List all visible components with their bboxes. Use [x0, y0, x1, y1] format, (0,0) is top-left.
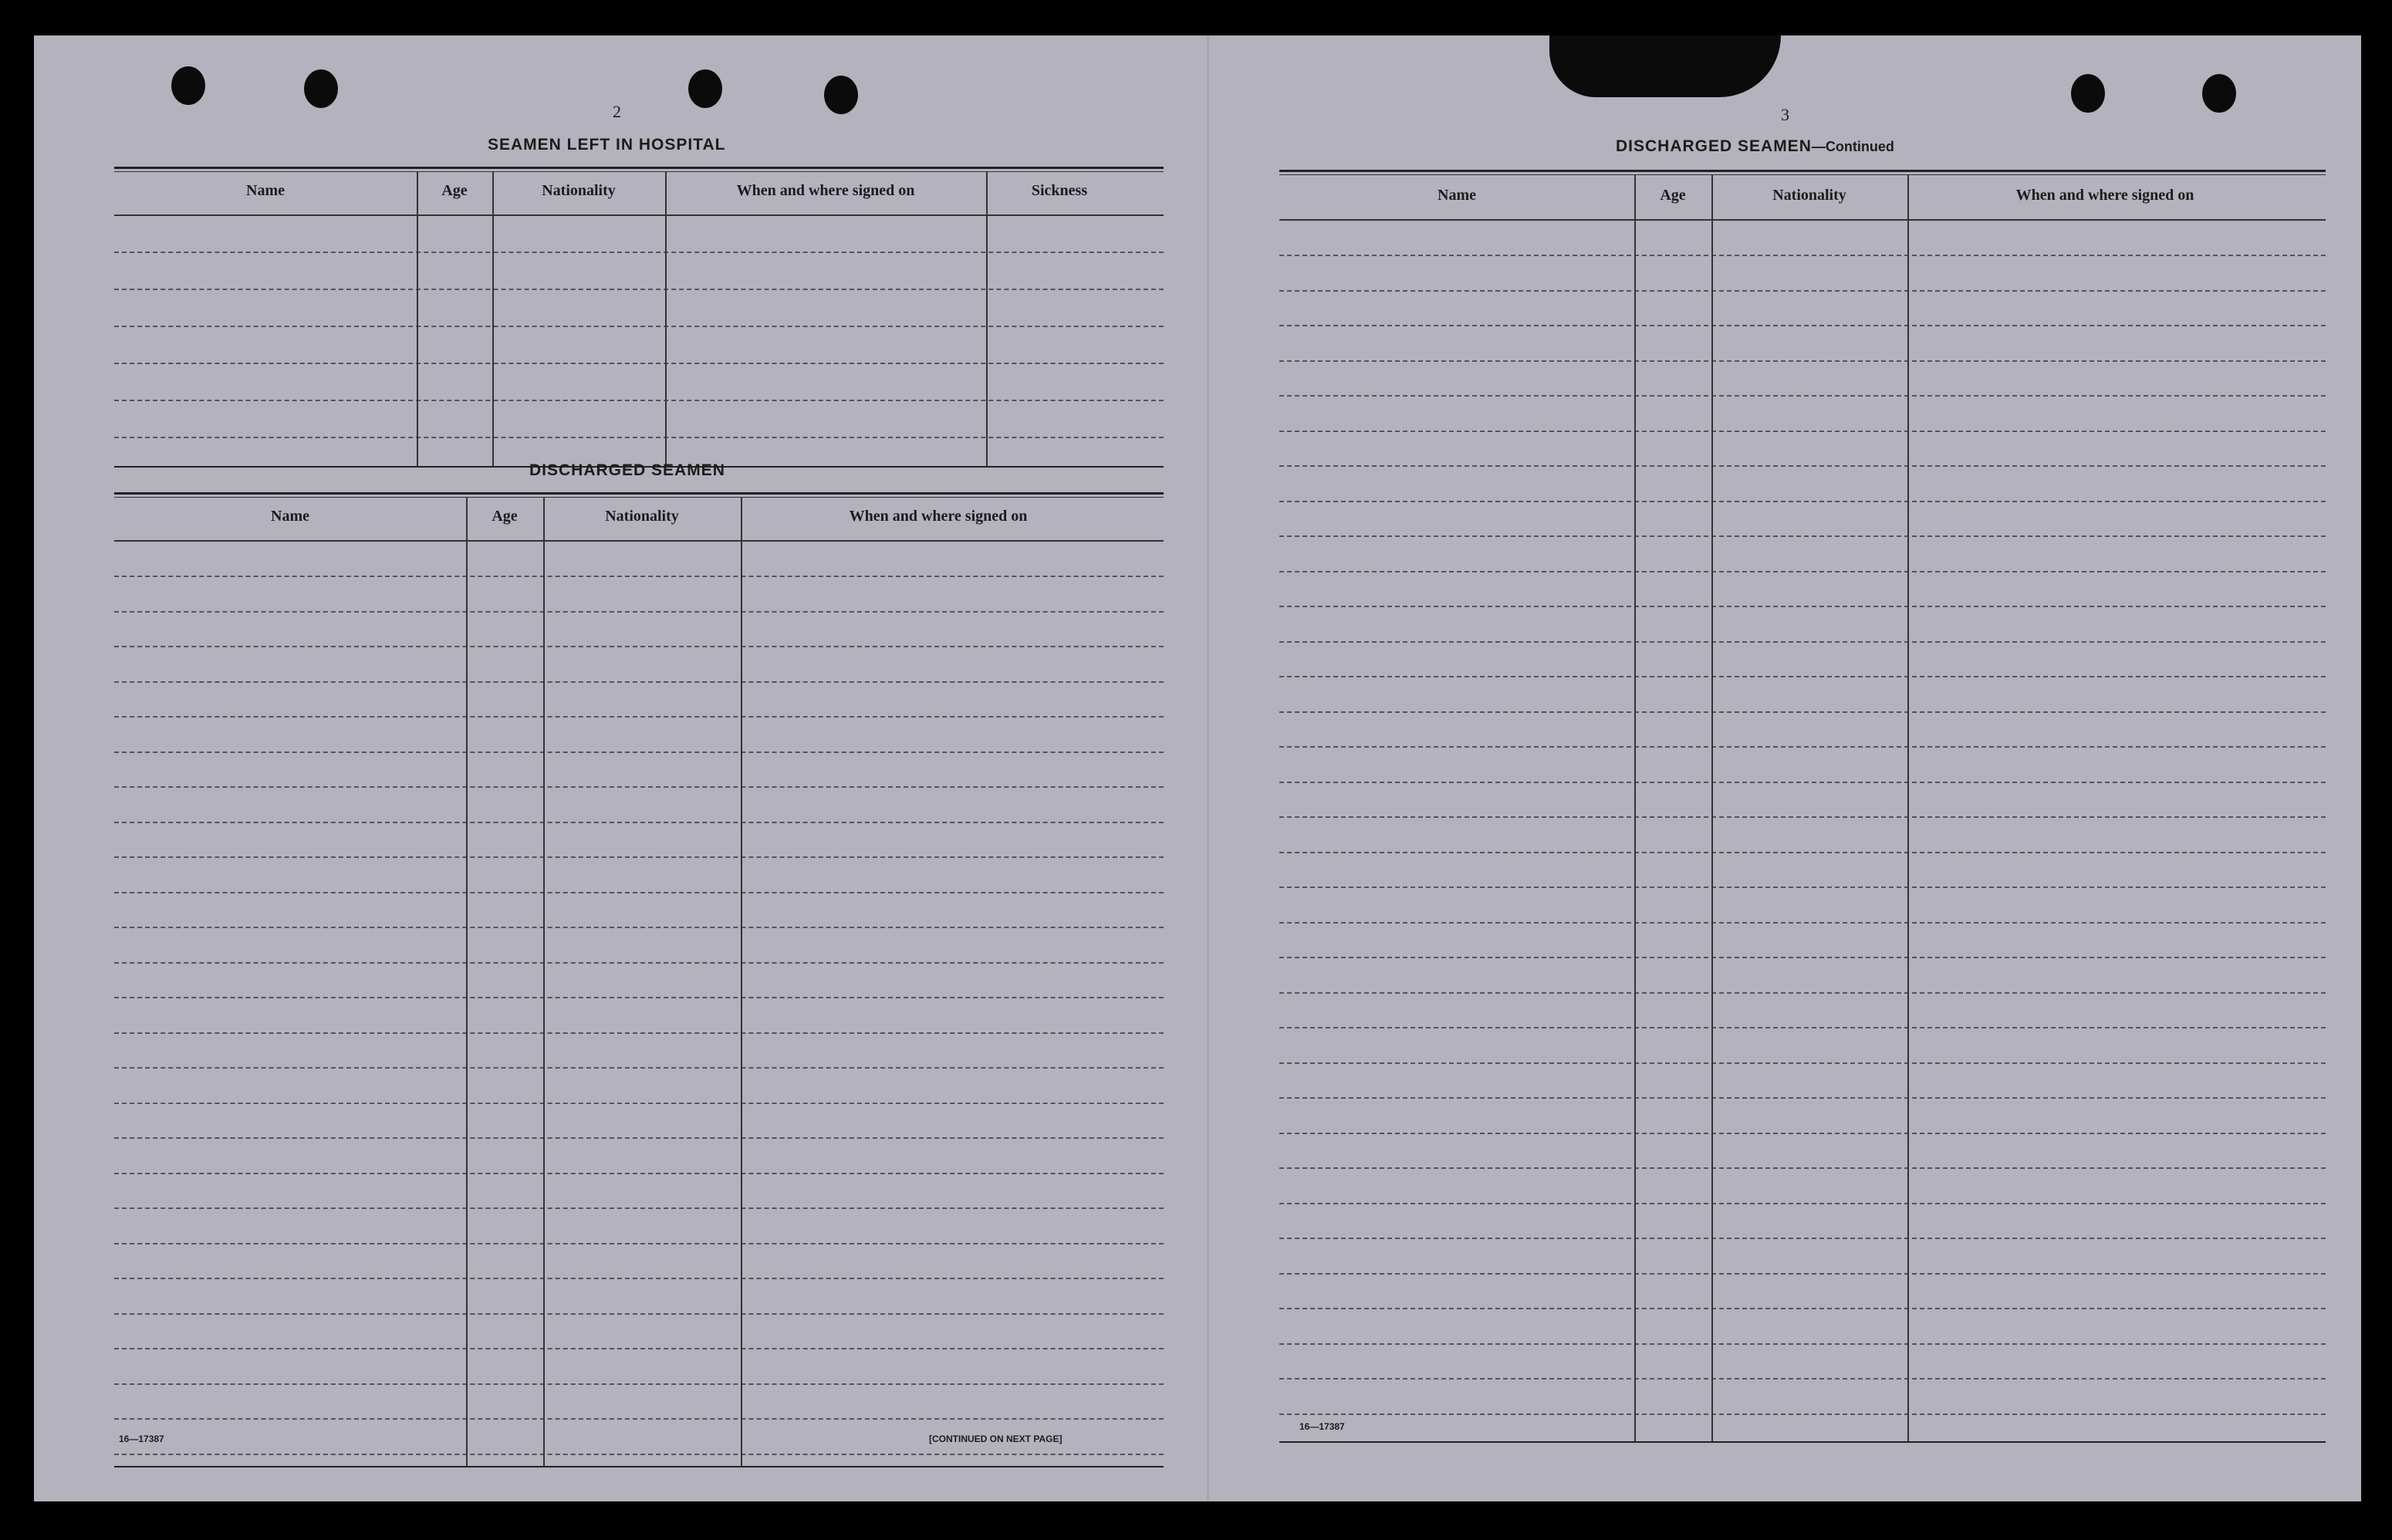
table-row — [1279, 255, 2326, 256]
table-row — [1279, 676, 2326, 677]
table-row — [1279, 1133, 2326, 1134]
table-row — [114, 646, 1164, 647]
punch-hole — [2202, 74, 2236, 113]
table-row — [1279, 395, 2326, 397]
heading-text: DISCHARGED SEAMEN — [1616, 137, 1812, 155]
table-row — [1279, 325, 2326, 326]
column-header: Age — [1660, 187, 1686, 204]
table-row — [1279, 606, 2326, 607]
table-row — [114, 611, 1164, 613]
table-row — [114, 1103, 1164, 1104]
table-row — [1279, 992, 2326, 994]
hospital-heading: SEAMEN LEFT IN HOSPITAL — [488, 136, 726, 154]
discharged-table — [114, 492, 1164, 1472]
table-row — [1279, 501, 2326, 502]
table-row — [1279, 1062, 2326, 1064]
table-row — [114, 1278, 1164, 1279]
punch-hole — [824, 76, 858, 114]
table-row — [1279, 922, 2326, 924]
table-row — [1279, 1203, 2326, 1204]
punch-hole — [688, 69, 722, 108]
table-row — [1279, 1273, 2326, 1275]
form-number: 16—17387 — [119, 1434, 164, 1444]
column-header: Age — [441, 182, 468, 199]
column-header: Nationality — [605, 508, 679, 525]
table-row — [1279, 1343, 2326, 1345]
table-row — [1279, 1413, 2326, 1415]
discharged-continued-heading — [1616, 137, 1894, 156]
table-row — [114, 786, 1164, 788]
table-row — [1279, 1167, 2326, 1169]
column-header: Name — [246, 182, 285, 199]
column-header: Name — [1438, 187, 1476, 204]
table-row — [114, 822, 1164, 823]
table-row — [1279, 571, 2326, 572]
table-row — [1279, 1097, 2326, 1099]
column-header: Nationality — [542, 182, 616, 199]
discharged-continued-table — [1279, 170, 2326, 1443]
page-number: 3 — [1781, 105, 1789, 124]
page-number: 2 — [613, 102, 621, 121]
table-row — [114, 1454, 1164, 1455]
table-row — [1279, 360, 2326, 362]
table-row — [1279, 816, 2326, 818]
column-header: When and where signed on — [2015, 187, 2194, 204]
table-row — [114, 962, 1164, 964]
table-row — [114, 1173, 1164, 1174]
table-row — [114, 1348, 1164, 1349]
page-fold — [1207, 35, 1209, 1501]
table-row — [1279, 746, 2326, 748]
table-row — [114, 892, 1164, 893]
torn-edge — [1549, 35, 1781, 97]
table-row — [114, 326, 1164, 327]
punch-hole — [171, 66, 205, 105]
table-row — [114, 289, 1164, 290]
table-row — [1279, 431, 2326, 432]
table-row — [114, 927, 1164, 928]
punch-hole — [304, 69, 338, 108]
table-row — [114, 716, 1164, 718]
punch-hole — [2071, 74, 2105, 113]
table-row — [1279, 887, 2326, 888]
table-row — [114, 437, 1164, 438]
table-row — [114, 1067, 1164, 1069]
table-row — [1279, 957, 2326, 958]
table-row — [114, 252, 1164, 253]
table-row — [114, 997, 1164, 998]
column-header: Name — [271, 508, 309, 525]
document-sheet — [34, 35, 2361, 1501]
table-row — [114, 1313, 1164, 1315]
table-row — [1279, 1238, 2326, 1239]
column-header: When and where signed on — [736, 182, 915, 199]
table-row — [1279, 465, 2326, 467]
table-row — [1279, 290, 2326, 292]
table-row — [114, 363, 1164, 364]
table-row — [1279, 1027, 2326, 1028]
heading-suffix: —Continued — [1811, 139, 1894, 154]
table-row — [114, 1383, 1164, 1385]
table-row — [1279, 1308, 2326, 1309]
table-row — [114, 576, 1164, 577]
column-header: When and where signed on — [849, 508, 1028, 525]
discharged-heading: DISCHARGED SEAMEN — [529, 461, 725, 479]
table-row — [114, 1243, 1164, 1244]
table-row — [114, 681, 1164, 683]
column-header: Age — [492, 508, 518, 525]
column-header: Nationality — [1772, 187, 1846, 204]
table-row — [114, 1418, 1164, 1420]
hospital-table — [114, 167, 1164, 475]
table-row — [114, 400, 1164, 401]
table-row — [1279, 1378, 2326, 1380]
table-row — [1279, 852, 2326, 853]
column-header: Sickness — [1031, 182, 1088, 199]
table-row — [1279, 711, 2326, 713]
table-row — [114, 1032, 1164, 1034]
table-row — [114, 751, 1164, 753]
table-row — [1279, 535, 2326, 537]
table-row — [1279, 641, 2326, 643]
continued-note: [CONTINUED ON NEXT PAGE] — [929, 1434, 1063, 1444]
form-number: 16—17387 — [1299, 1421, 1345, 1432]
table-row — [114, 856, 1164, 858]
table-row — [114, 1137, 1164, 1139]
table-row — [114, 1207, 1164, 1209]
table-row — [1279, 782, 2326, 783]
